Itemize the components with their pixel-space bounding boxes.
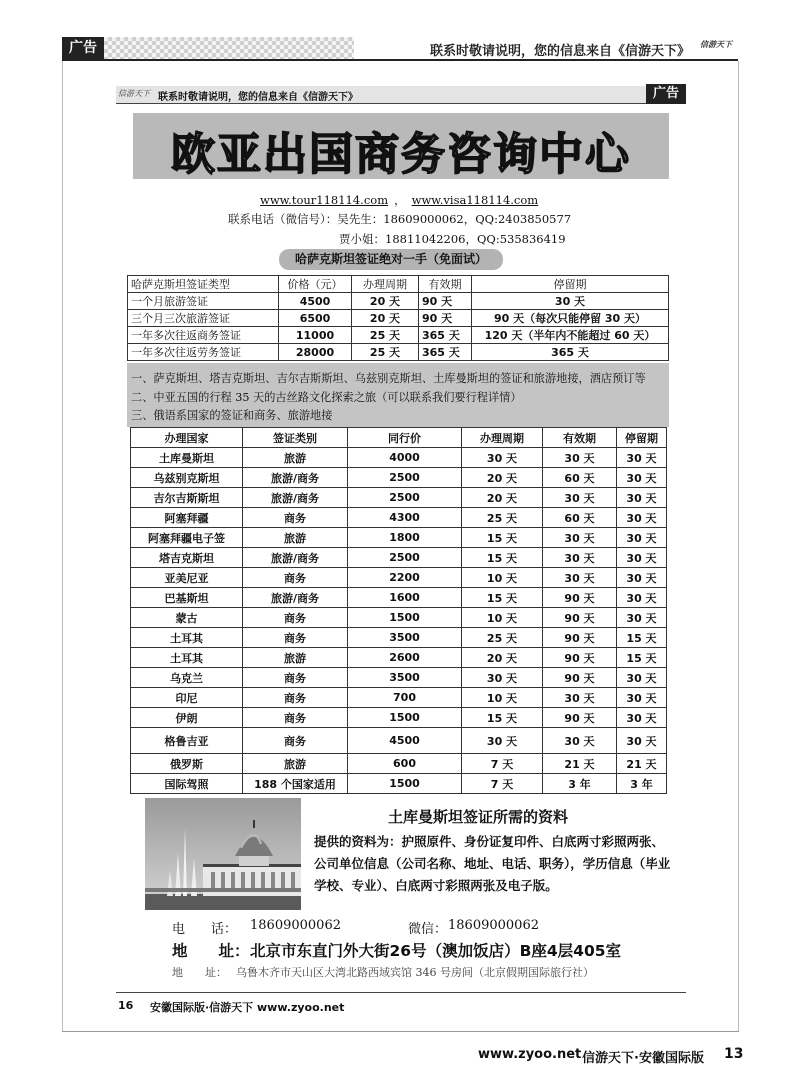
outer-footer-url: www.zyoo.net (478, 1047, 582, 1062)
visa-cell: 蒙古 (131, 608, 243, 628)
visa-table-row (131, 668, 667, 688)
address-label-urumqi: 地 址： (172, 966, 227, 979)
kz-cell: 365 天 (472, 344, 669, 361)
visa-cell: 2500 (348, 488, 462, 508)
ad-tag: 广告 (62, 37, 104, 59)
kz-header-cell: 办理周期 (352, 276, 419, 293)
visa-header-cell: 办理国家 (131, 428, 243, 448)
visa-cell: 乌兹别克斯坦 (131, 468, 243, 488)
contact-urls (260, 192, 538, 208)
visa-cell: 3500 (348, 628, 462, 648)
visa-cell: 90 天 (543, 588, 617, 608)
visa-cell: 1500 (348, 708, 462, 728)
visa-cell: 30 天 (617, 668, 667, 688)
outer-header-notice: 联系时敬请说明，您的信息来自《信游天下》 (430, 44, 691, 59)
visa-cell: 60 天 (543, 468, 617, 488)
visa-cell: 1500 (348, 774, 462, 794)
visa-cell: 商务 (243, 568, 348, 588)
visa-cell: 阿塞拜疆 (131, 508, 243, 528)
kz-cell: 20 天 (352, 310, 419, 327)
address-beijing: 北京市东直门外大街26号（澳加饭店）B座4层405室 (250, 942, 622, 960)
visa-cell: 7 天 (462, 754, 543, 774)
kz-cell: 三个月三次旅游签证 (128, 310, 279, 327)
service-line-1: 一、萨克斯坦、塔吉克斯坦、吉尔吉斯斯坦、乌兹别克斯坦、土库曼斯坦的签证和旅游地接，酒店预订等 (131, 372, 646, 385)
visa-cell: 商务 (243, 508, 348, 528)
visa-cell: 格鲁吉亚 (131, 728, 243, 754)
visa-cell: 30 天 (617, 708, 667, 728)
visa-cell: 土库曼斯坦 (131, 448, 243, 468)
visa-table-row (131, 648, 667, 668)
visa-cell: 30 天 (617, 608, 667, 628)
inner-header-logo: 信游天下 (118, 89, 150, 98)
visa-cell: 30 天 (543, 548, 617, 568)
visa-cell: 188 个国家适用 (243, 774, 348, 794)
visa-cell: 旅游 (243, 448, 348, 468)
turkmen-body: 提供的资料为：护照原件、身份证复印件、白底两寸彩照两张、公司单位信息（公司名称、地址、电话、职务），学历信息（毕业学校、专业）、白底两寸彩照两张及电子版。 (314, 834, 671, 893)
kz-cell: 120 天（半年内不能超过 60 天） (472, 327, 669, 344)
visa-cell: 600 (348, 754, 462, 774)
visa-cell: 2500 (348, 468, 462, 488)
kz-cell: 一个月旅游签证 (128, 293, 279, 310)
visa-cell: 90 天 (543, 608, 617, 628)
visa-cell: 10 天 (462, 568, 543, 588)
visa-cell: 商务 (243, 668, 348, 688)
visa-cell: 印尼 (131, 688, 243, 708)
kz-table-row (128, 293, 669, 310)
visa-price-table (130, 427, 667, 794)
visa-cell: 15 天 (617, 648, 667, 668)
visa-table-row (131, 588, 667, 608)
visa-cell: 旅游/商务 (243, 548, 348, 568)
visa-cell: 30 天 (617, 588, 667, 608)
visa-cell: 90 天 (543, 708, 617, 728)
visa-cell: 旅游 (243, 528, 348, 548)
visa-cell: 60 天 (543, 508, 617, 528)
visa-cell: 阿塞拜疆电子签 (131, 528, 243, 548)
visa-cell: 伊朗 (131, 708, 243, 728)
kz-title-bar: 哈萨克斯坦签证绝对一手（免面试） (279, 249, 503, 270)
visa-table-row (131, 468, 667, 488)
visa-cell: 旅游 (243, 754, 348, 774)
visa-cell: 国际驾照 (131, 774, 243, 794)
banner-title: 欧亚出国商务咨询中心 (171, 129, 631, 180)
inner-footer-page: 16 (118, 999, 134, 1012)
visa-cell: 30 天 (543, 688, 617, 708)
visa-cell: 90 天 (543, 668, 617, 688)
wechat-value: 18609000062 (448, 918, 539, 933)
visa-cell: 30 天 (617, 548, 667, 568)
visa-header-cell: 停留期 (617, 428, 667, 448)
visa-header-cell: 签证类别 (243, 428, 348, 448)
kz-cell: 6500 (279, 310, 352, 327)
visa-cell: 巴基斯坦 (131, 588, 243, 608)
visa-table-row (131, 628, 667, 648)
visa-cell: 1500 (348, 608, 462, 628)
visa-cell: 2500 (348, 548, 462, 568)
visa-cell: 俄罗斯 (131, 754, 243, 774)
visa-header-cell: 同行价 (348, 428, 462, 448)
url-separator: ， (394, 193, 406, 207)
kz-table-row (128, 310, 669, 327)
kz-header-cell: 哈萨克斯坦签证类型 (128, 276, 279, 293)
visa-cell: 15 天 (462, 588, 543, 608)
inner-header-notice: 联系时敬请说明，您的信息来自《信游天下》 (158, 92, 358, 103)
visa-cell: 25 天 (462, 628, 543, 648)
frame-right-rule (738, 61, 739, 1031)
kz-table-row (128, 327, 669, 344)
visa-table-row (131, 608, 667, 628)
kz-cell: 20 天 (352, 293, 419, 310)
visa-cell: 20 天 (462, 648, 543, 668)
visa-cell: 商务 (243, 708, 348, 728)
visa-cell: 吉尔吉斯斯坦 (131, 488, 243, 508)
service-line-3: 三、俄语系国家的签证和商务、旅游地接 (131, 409, 333, 422)
visa-cell: 15 天 (462, 528, 543, 548)
kz-cell: 90 天 (419, 310, 472, 327)
visa-header-cell: 有效期 (543, 428, 617, 448)
visa-cell: 30 天 (543, 528, 617, 548)
visa-cell: 土耳其 (131, 648, 243, 668)
visa-cell: 25 天 (462, 508, 543, 528)
visa-cell: 20 天 (462, 488, 543, 508)
visa-table-row (131, 688, 667, 708)
visa-cell: 旅游/商务 (243, 588, 348, 608)
kz-visa-table (127, 275, 669, 361)
visa-cell: 21 天 (543, 754, 617, 774)
visa-cell: 30 天 (617, 568, 667, 588)
kz-cell: 90 天（每次只能停留 30 天） (472, 310, 669, 327)
kz-cell: 365 天 (419, 344, 472, 361)
visa-cell: 700 (348, 688, 462, 708)
visa-cell: 30 天 (617, 688, 667, 708)
kz-cell: 90 天 (419, 293, 472, 310)
address-urumqi: 乌鲁木齐市天山区大湾北路西域宾馆 346 号房间（北京假期国际旅行社） (236, 966, 594, 979)
visa-cell: 1800 (348, 528, 462, 548)
visa-cell: 塔吉克斯坦 (131, 548, 243, 568)
frame-left-rule (62, 61, 63, 1031)
kz-table-row (128, 344, 669, 361)
visa-cell: 30 天 (462, 728, 543, 754)
kz-cell: 一年多次往返劳务签证 (128, 344, 279, 361)
visa-cell: 商务 (243, 628, 348, 648)
visa-table-row (131, 488, 667, 508)
kz-cell: 4500 (279, 293, 352, 310)
website-link-tour[interactable]: www.tour118114.com (260, 193, 389, 207)
visa-cell: 7 天 (462, 774, 543, 794)
visa-cell: 90 天 (543, 628, 617, 648)
visa-table-row (131, 528, 667, 548)
kz-cell: 11000 (279, 327, 352, 344)
visa-table-row (131, 568, 667, 588)
visa-cell: 2600 (348, 648, 462, 668)
wechat-label: 微信： (408, 922, 448, 937)
visa-cell: 4000 (348, 448, 462, 468)
kz-cell: 25 天 (352, 327, 419, 344)
visa-cell: 旅游 (243, 648, 348, 668)
tel-value: 18609000062 (250, 918, 341, 933)
visa-cell: 4300 (348, 508, 462, 528)
tel-label: 电 话： (172, 922, 238, 937)
service-line-2: 二、中亚五国的行程 35 天的古丝路文化探索之旅（可以联系我们要行程详情） (131, 391, 522, 404)
visa-cell: 20 天 (462, 468, 543, 488)
contact-line-1: 联系电话（微信号）：吴先生：18609000062，QQ:2403850577 (228, 212, 572, 226)
visa-cell: 旅游/商务 (243, 468, 348, 488)
kz-cell: 365 天 (419, 327, 472, 344)
inner-ad-tag: 广告 (646, 84, 686, 104)
visa-cell: 15 天 (462, 708, 543, 728)
turkmen-title: 土库曼斯坦签证所需的资料 (388, 808, 569, 826)
visa-cell: 3 年 (543, 774, 617, 794)
kz-table-header (128, 276, 669, 293)
address-label-beijing: 地 址： (172, 942, 250, 960)
outer-footer-page: 13 (724, 1046, 744, 1062)
visa-table-row (131, 548, 667, 568)
visa-cell: 2200 (348, 568, 462, 588)
visa-cell: 30 天 (543, 488, 617, 508)
outer-header-rule (62, 59, 738, 61)
visa-table-header (131, 428, 667, 448)
visa-cell: 30 天 (617, 468, 667, 488)
outer-footer-text: 信游天下·安徽国际版 (582, 1051, 704, 1066)
kz-header-cell: 价格（元） (279, 276, 352, 293)
visa-cell: 旅游/商务 (243, 488, 348, 508)
visa-cell: 商务 (243, 608, 348, 628)
visa-cell: 30 天 (617, 448, 667, 468)
visa-cell: 30 天 (617, 728, 667, 754)
visa-cell: 商务 (243, 688, 348, 708)
visa-cell: 30 天 (617, 488, 667, 508)
website-link-visa[interactable]: www.visa118114.com (411, 193, 539, 207)
visa-cell: 15 天 (462, 548, 543, 568)
visa-table-row (131, 448, 667, 468)
kz-cell: 25 天 (352, 344, 419, 361)
visa-table-row (131, 508, 667, 528)
kz-cell: 30 天 (472, 293, 669, 310)
visa-cell: 21 天 (617, 754, 667, 774)
visa-cell: 10 天 (462, 688, 543, 708)
visa-cell: 30 天 (617, 508, 667, 528)
inner-footer-rule (116, 992, 686, 993)
visa-cell: 30 天 (617, 528, 667, 548)
visa-cell: 30 天 (543, 568, 617, 588)
inner-footer-text: 安徽国际版·信游天下 www.zyoo.net (150, 1001, 345, 1014)
visa-cell: 30 天 (543, 728, 617, 754)
kz-header-cell: 停留期 (472, 276, 669, 293)
visa-cell: 15 天 (617, 628, 667, 648)
visa-table-row (131, 774, 667, 794)
outer-footer-rule (62, 1031, 739, 1032)
visa-cell: 1600 (348, 588, 462, 608)
visa-cell: 4500 (348, 728, 462, 754)
visa-table-row (131, 708, 667, 728)
visa-cell: 3500 (348, 668, 462, 688)
visa-cell: 30 天 (543, 448, 617, 468)
outer-header-logo: 信游天下 (700, 40, 732, 49)
visa-cell: 90 天 (543, 648, 617, 668)
visa-cell: 30 天 (462, 668, 543, 688)
visa-cell: 土耳其 (131, 628, 243, 648)
visa-table-row (131, 728, 667, 754)
visa-table-row (131, 754, 667, 774)
visa-cell: 亚美尼亚 (131, 568, 243, 588)
visa-cell: 3 年 (617, 774, 667, 794)
visa-cell: 商务 (243, 728, 348, 754)
visa-cell: 10 天 (462, 608, 543, 628)
visa-cell: 30 天 (462, 448, 543, 468)
kz-cell: 一年多次往返商务签证 (128, 327, 279, 344)
contact-line-2: 贾小姐：18811042206，QQ:535836419 (339, 232, 566, 246)
header-checker-strip (104, 37, 354, 59)
visa-header-cell: 办理周期 (462, 428, 543, 448)
visa-cell: 乌克兰 (131, 668, 243, 688)
turkmenistan-photo (145, 798, 301, 910)
kz-cell: 28000 (279, 344, 352, 361)
kz-header-cell: 有效期 (419, 276, 472, 293)
